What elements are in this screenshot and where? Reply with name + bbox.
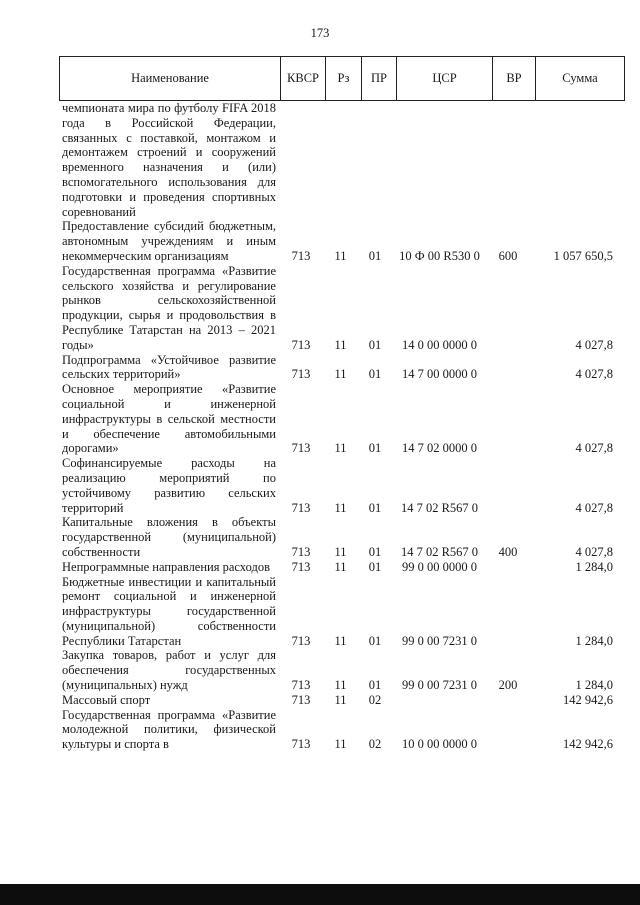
row-rz: 11: [334, 633, 347, 648]
row-rz: 11: [334, 544, 347, 559]
row-vr: 200: [498, 678, 518, 693]
row-pr: 01: [368, 248, 382, 263]
row-kvsr: 713: [291, 633, 311, 648]
row-csr: 10 Ф 00 R530 0: [399, 248, 480, 263]
row-kvsr: 713: [291, 544, 311, 559]
row-csr: 10 0 00 0000 0: [402, 737, 477, 752]
row-name: Софинансируемые расходы на реализацию мероприятий по устойчивому развитию сельских территорий: [62, 456, 276, 515]
row-name: Предоставление субсидий бюджетным, автономным учреждениям и иным некоммерческим организациям: [62, 219, 276, 263]
row-rz: 11: [334, 337, 347, 352]
row-sum: 1 057 650,5: [553, 248, 613, 263]
row-sum: 4 027,8: [575, 337, 613, 352]
row-vr: 600: [498, 248, 518, 263]
row-kvsr: 713: [291, 367, 311, 382]
row-rz: 11: [334, 737, 347, 752]
row-pr: 01: [368, 544, 382, 559]
row-pr: 02: [368, 737, 382, 752]
table-body: [59, 101, 617, 752]
row-rz: 11: [334, 441, 347, 456]
row-rz: 11: [334, 500, 347, 515]
row-pr: 01: [368, 678, 382, 693]
row-sum: 142 942,6: [563, 737, 613, 752]
table-row: [59, 456, 617, 515]
table-row: [59, 560, 617, 575]
page-number: 173: [310, 26, 330, 40]
row-pr: 01: [368, 633, 382, 648]
row-pr: 01: [368, 500, 382, 515]
row-kvsr: 713: [291, 559, 311, 574]
row-pr: 01: [368, 559, 382, 574]
row-csr: 99 0 00 7231 0: [402, 678, 477, 693]
row-kvsr: 713: [291, 337, 311, 352]
row-sum: 142 942,6: [563, 692, 613, 707]
header-kvsr: КВСР: [281, 57, 326, 101]
row-pr: 02: [368, 692, 382, 707]
row-sum: 4 027,8: [575, 500, 613, 515]
header-vr: ВР: [493, 57, 536, 101]
row-name: Массовый спорт: [62, 692, 151, 707]
row-csr: 14 7 02 R567 0: [400, 500, 479, 515]
table-row: [59, 575, 617, 649]
table-row: [59, 382, 617, 456]
row-rz: 11: [334, 678, 347, 693]
row-vr: 400: [498, 544, 518, 559]
row-sum: 4 027,8: [575, 441, 613, 456]
row-csr: 99 0 00 7231 0: [402, 633, 477, 648]
row-name: Капитальные вложения в объекты государственной (муниципальной) собственности: [62, 515, 276, 559]
row-name: чемпионата мира по футболу FIFA 2018 года в Российской Федерации, связанных с поставкой, монтажом и демонтажем строений и сооружений временного назначения и (или) вспомогательного использования для подготовки и проведения спортивных соревнований: [62, 101, 276, 219]
row-kvsr: 713: [291, 678, 311, 693]
row-csr: 14 7 02 R567 0: [400, 544, 479, 559]
table-row: [59, 264, 617, 353]
row-sum: 4 027,8: [575, 367, 613, 382]
header-pr: ПР: [362, 57, 397, 101]
row-csr: 14 7 00 0000 0: [402, 367, 477, 382]
row-kvsr: 713: [291, 500, 311, 515]
row-sum: 1 284,0: [575, 633, 613, 648]
header-csr: ЦСР: [397, 57, 493, 101]
row-rz: 11: [334, 692, 347, 707]
table-header: [59, 56, 625, 101]
row-sum: 1 284,0: [575, 678, 613, 693]
row-name: Непрограммные направления расходов: [62, 559, 270, 574]
table-row: [59, 219, 617, 263]
row-csr: 99 0 00 0000 0: [402, 559, 477, 574]
header-sum: Сумма: [536, 57, 625, 101]
scan-bottom-edge: [0, 884, 640, 905]
row-csr: 14 7 02 0000 0: [402, 441, 477, 456]
row-pr: 01: [368, 337, 382, 352]
row-name: Государственная программа «Развитие молодежной политики, физической культуры и спорта в: [62, 707, 276, 752]
table-row: [59, 353, 617, 383]
row-csr: 14 0 00 0000 0: [402, 337, 477, 352]
header-rz: Рз: [326, 57, 362, 101]
row-pr: 01: [368, 441, 382, 456]
row-pr: 01: [368, 367, 382, 382]
row-kvsr: 713: [291, 248, 311, 263]
row-kvsr: 713: [291, 737, 311, 752]
row-name: Основное мероприятие «Развитие социальной и инженерной инфраструктуры в сельской местности и обеспечение автомобильными дорогами»: [62, 382, 276, 456]
row-kvsr: 713: [291, 441, 311, 456]
row-name: Закупка товаров, работ и услуг для обеспечения государственных (муниципальных) нужд: [62, 648, 276, 693]
row-rz: 11: [334, 367, 347, 382]
row-sum: 4 027,8: [575, 544, 613, 559]
table-row: [59, 708, 617, 752]
row-name: Подпрограмма «Устойчивое развитие сельских территорий»: [62, 352, 276, 382]
row-name: Бюджетные инвестиции и капитальный ремонт социальной и инженерной инфраструктуры государственной (муниципальной) собственности Республики Татарстан: [62, 574, 276, 648]
table-row: [59, 515, 617, 559]
row-rz: 11: [334, 559, 347, 574]
row-kvsr: 713: [291, 692, 311, 707]
table-row: [59, 648, 617, 692]
row-sum: 1 284,0: [575, 559, 613, 574]
row-name: Государственная программа «Развитие сельского хозяйства и регулирование рынков сельскохозяйственной продукции, сырья и продовольствия в Республике Татарстан на 2013 – 2021 годы»: [62, 263, 276, 352]
header-name: Наименование: [60, 57, 281, 101]
table-row: [59, 101, 617, 219]
row-rz: 11: [334, 248, 347, 263]
table-row: [59, 693, 617, 708]
